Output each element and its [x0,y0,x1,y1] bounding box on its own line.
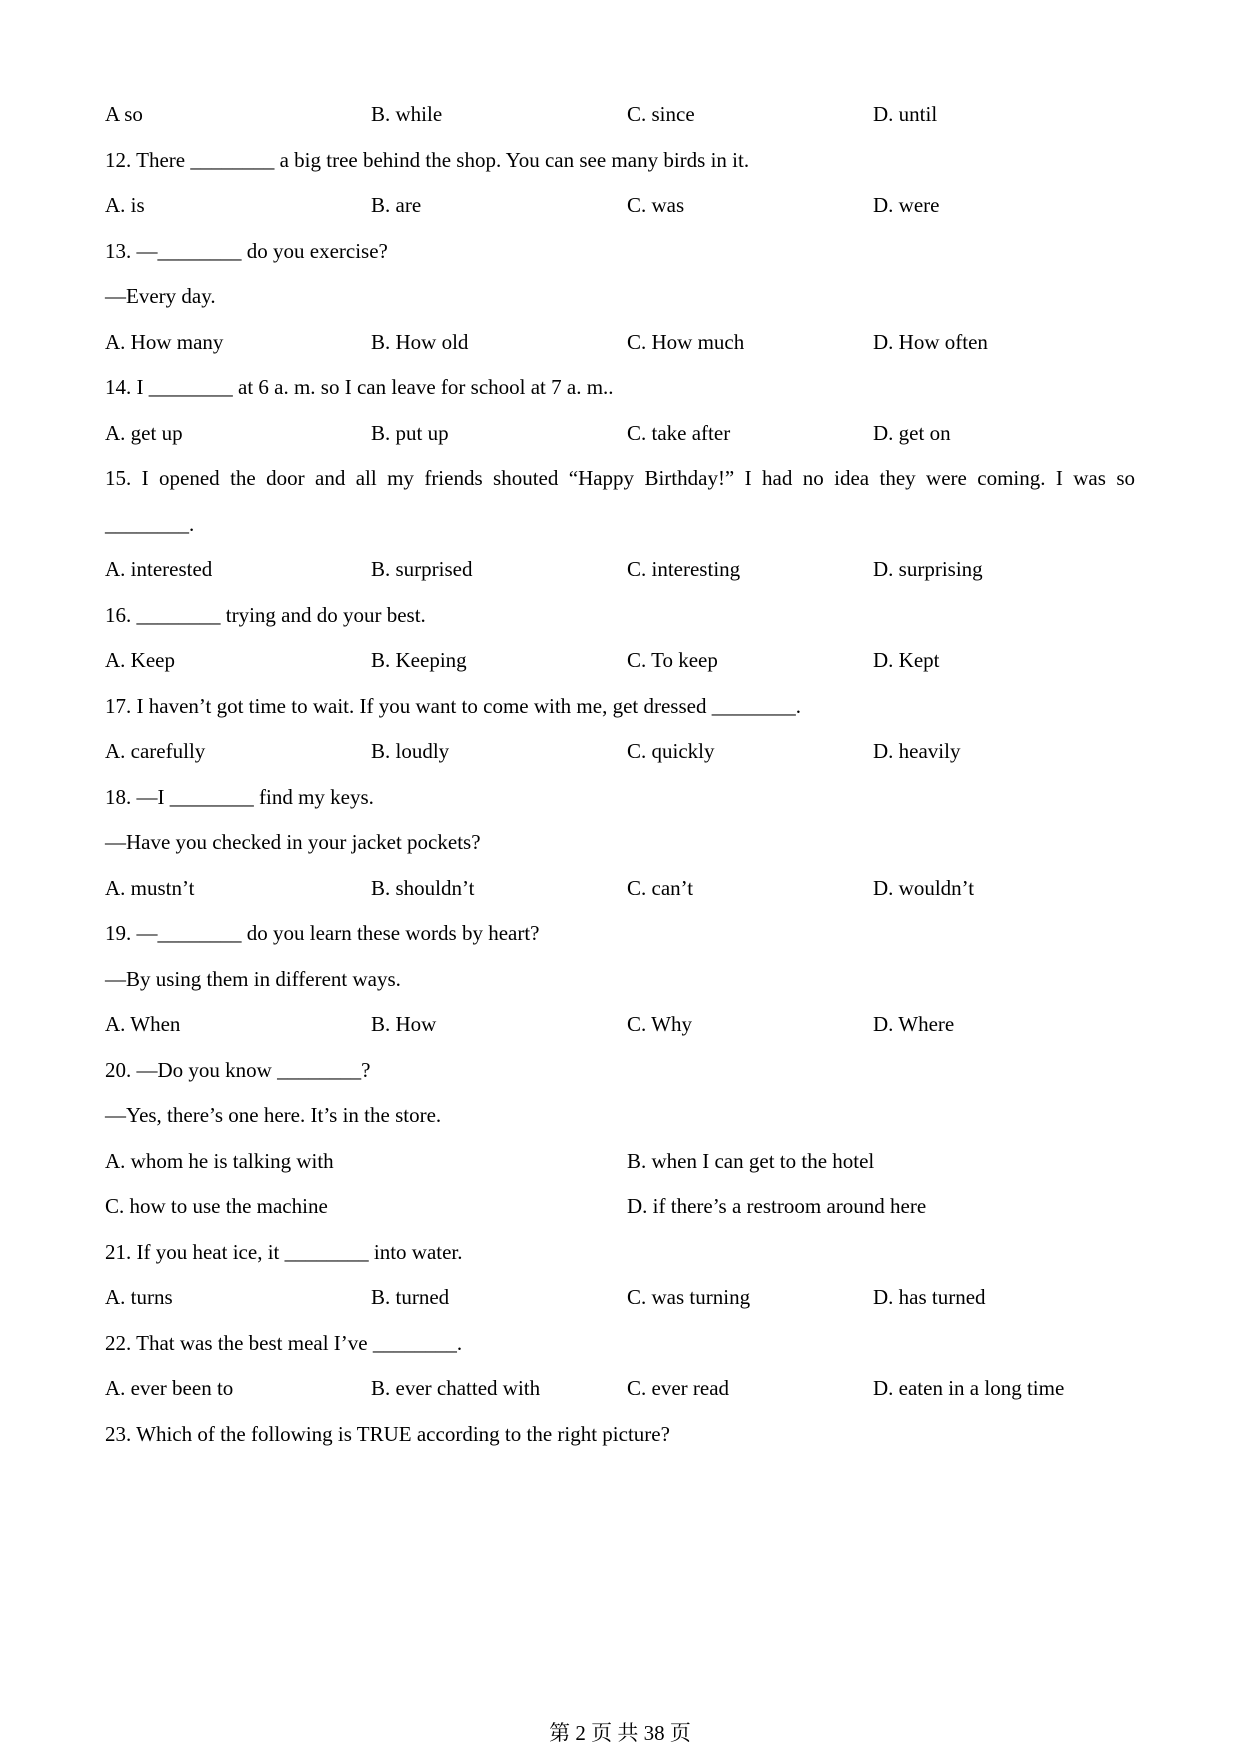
question-text: —Yes, there’s one here. It’s in the store. [105,1103,442,1127]
option-c: C. was [627,193,685,217]
option-b: B. put up [371,420,449,445]
option-b: B. while [371,102,443,126]
question-text: 16. ________ trying and do your best. [105,602,426,627]
option-b: B. ever chatted with [371,1376,541,1400]
option-a: A. carefully [105,739,206,763]
question-text: 22. That was the best meal I’ve ________. [105,1330,463,1355]
option-c: C. was turning [627,1285,751,1309]
option-b: B. shouldn’t [371,875,475,900]
options-row [105,1002,1135,1048]
option-d: D. wouldn’t [873,875,975,900]
option-d: D. How often [873,329,988,354]
option-b: B. turned [371,1285,450,1309]
option-b: B. when I can get to the hotel [627,1148,875,1173]
option-b: B. loudly [371,739,450,763]
option-d: D. if there’s a restroom around here [627,1194,927,1218]
question-text: 13. —________ do you exercise? [105,238,388,263]
option-c: C. ever read [627,1376,730,1400]
option-c: C. interesting [627,557,741,581]
option-c: C. can’t [627,875,694,900]
options-row [105,411,1135,457]
document-body [105,92,1135,1457]
options-row [105,547,1135,593]
option-c: C. To keep [627,648,718,672]
option-a: A. Keep [105,648,175,672]
option-a: A. When [105,1012,181,1036]
question-text: 23. Which of the following is TRUE according to the right picture? [105,1421,670,1446]
option-c: C. quickly [627,739,715,763]
question-text: ________. [105,511,195,536]
question-text-justified: 15. I opened the door and all my friends shouted “Happy Birthday!” I had no idea they were coming. I was so [105,466,1135,490]
option-c: C. take after [627,420,731,445]
option-a: A. is [105,193,145,217]
options-row [105,1366,1135,1412]
options-row [105,638,1135,684]
options-row [105,1184,1135,1230]
option-d: D. Where [873,1012,955,1036]
options-row [105,866,1135,912]
option-c: C. How much [627,329,745,354]
option-b: B. Keeping [371,648,467,672]
option-d: D. heavily [873,739,961,763]
options-row [105,92,1135,138]
question-text: —Have you checked in your jacket pockets? [105,830,481,854]
question-text: 17. I haven’t got time to wait. If you want to come with me, get dressed ________. [105,693,801,718]
option-c: C. Why [627,1012,692,1036]
page-footer: 第 2 页 共 38 页 [549,1721,691,1745]
question-text: 20. —Do you know ________? [105,1057,371,1082]
option-d: D. were [873,193,940,217]
option-a: A. turns [105,1285,173,1309]
option-a: A. get up [105,420,183,445]
question-text: 21. If you heat ice, it ________ into water. [105,1239,463,1264]
option-b: B. How old [371,329,469,354]
option-c: C. how to use the machine [105,1194,328,1218]
option-d: D. eaten in a long time [873,1376,1065,1400]
question-text: 14. I ________ at 6 a. m. so I can leave for school at 7 a. m.. [105,375,614,399]
option-a: A so [105,102,143,126]
option-d: D. until [873,102,938,126]
option-c: C. since [627,102,695,126]
option-a: A. How many [105,329,224,354]
option-b: B. How [371,1012,437,1036]
option-d: D. Kept [873,648,940,672]
option-d: D. surprising [873,557,983,581]
option-b: B. surprised [371,557,473,581]
question-text: 19. —________ do you learn these words by heart? [105,921,540,945]
question-text: —By using them in different ways. [105,966,401,991]
option-a: A. whom he is talking with [105,1148,334,1173]
options-row [105,183,1135,229]
options-row [105,729,1135,775]
options-row [105,1275,1135,1321]
options-row [105,1139,1135,1185]
option-a: A. mustn’t [105,875,195,900]
question-text: 18. —I ________ find my keys. [105,784,374,809]
option-a: A. interested [105,557,213,581]
options-row [105,320,1135,366]
option-d: D. has turned [873,1285,986,1309]
question-text: 12. There ________ a big tree behind the shop. You can see many birds in it. [105,147,750,172]
option-a: A. ever been to [105,1376,234,1400]
option-b: B. are [371,193,422,217]
question-text: —Every day. [105,284,216,308]
option-d: D. get on [873,420,951,445]
